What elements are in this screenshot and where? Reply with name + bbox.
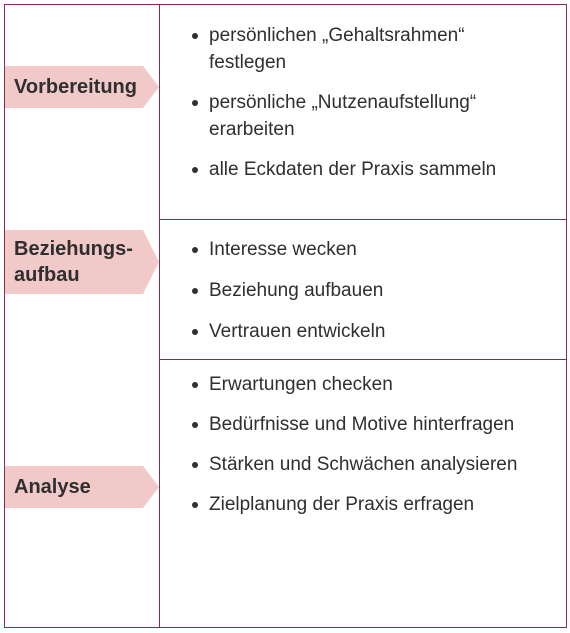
section-list-vorbereitung	[190, 22, 539, 183]
list-item: Beziehung aufbauen	[190, 277, 539, 304]
list-item: persönlichen „Gehaltsrahmen“ festlegen	[190, 22, 539, 76]
list-item: alle Eckdaten der Praxis sammeln	[190, 156, 539, 183]
list-item: Bedürfnisse und Motive hinterfragen	[190, 411, 539, 438]
section-label-analyse	[5, 466, 143, 508]
list-item: Zielplanung der Praxis erfragen	[190, 491, 539, 518]
list-item: Stärken und Schwächen analysieren	[190, 451, 539, 478]
section-label-text: Analyse	[14, 476, 91, 498]
list-item: Erwartungen checken	[190, 371, 539, 398]
column-divider	[159, 4, 160, 628]
list-item: persönliche „Nutzenaufstellung“ erarbeiten	[190, 89, 539, 143]
list-item: Vertrauen entwickeln	[190, 318, 539, 345]
row-divider-1	[159, 219, 567, 220]
section-label-text: Vorbereitung	[14, 76, 137, 98]
list-item: Interesse wecken	[190, 236, 539, 263]
section-label-text: Beziehungs- aufbau	[14, 238, 133, 286]
section-label-vorbereitung	[5, 66, 143, 108]
section-list-analyse	[190, 371, 539, 518]
row-divider-2	[159, 359, 567, 360]
section-list-beziehungsaufbau	[190, 236, 539, 345]
section-label-beziehungsaufbau	[5, 230, 143, 294]
